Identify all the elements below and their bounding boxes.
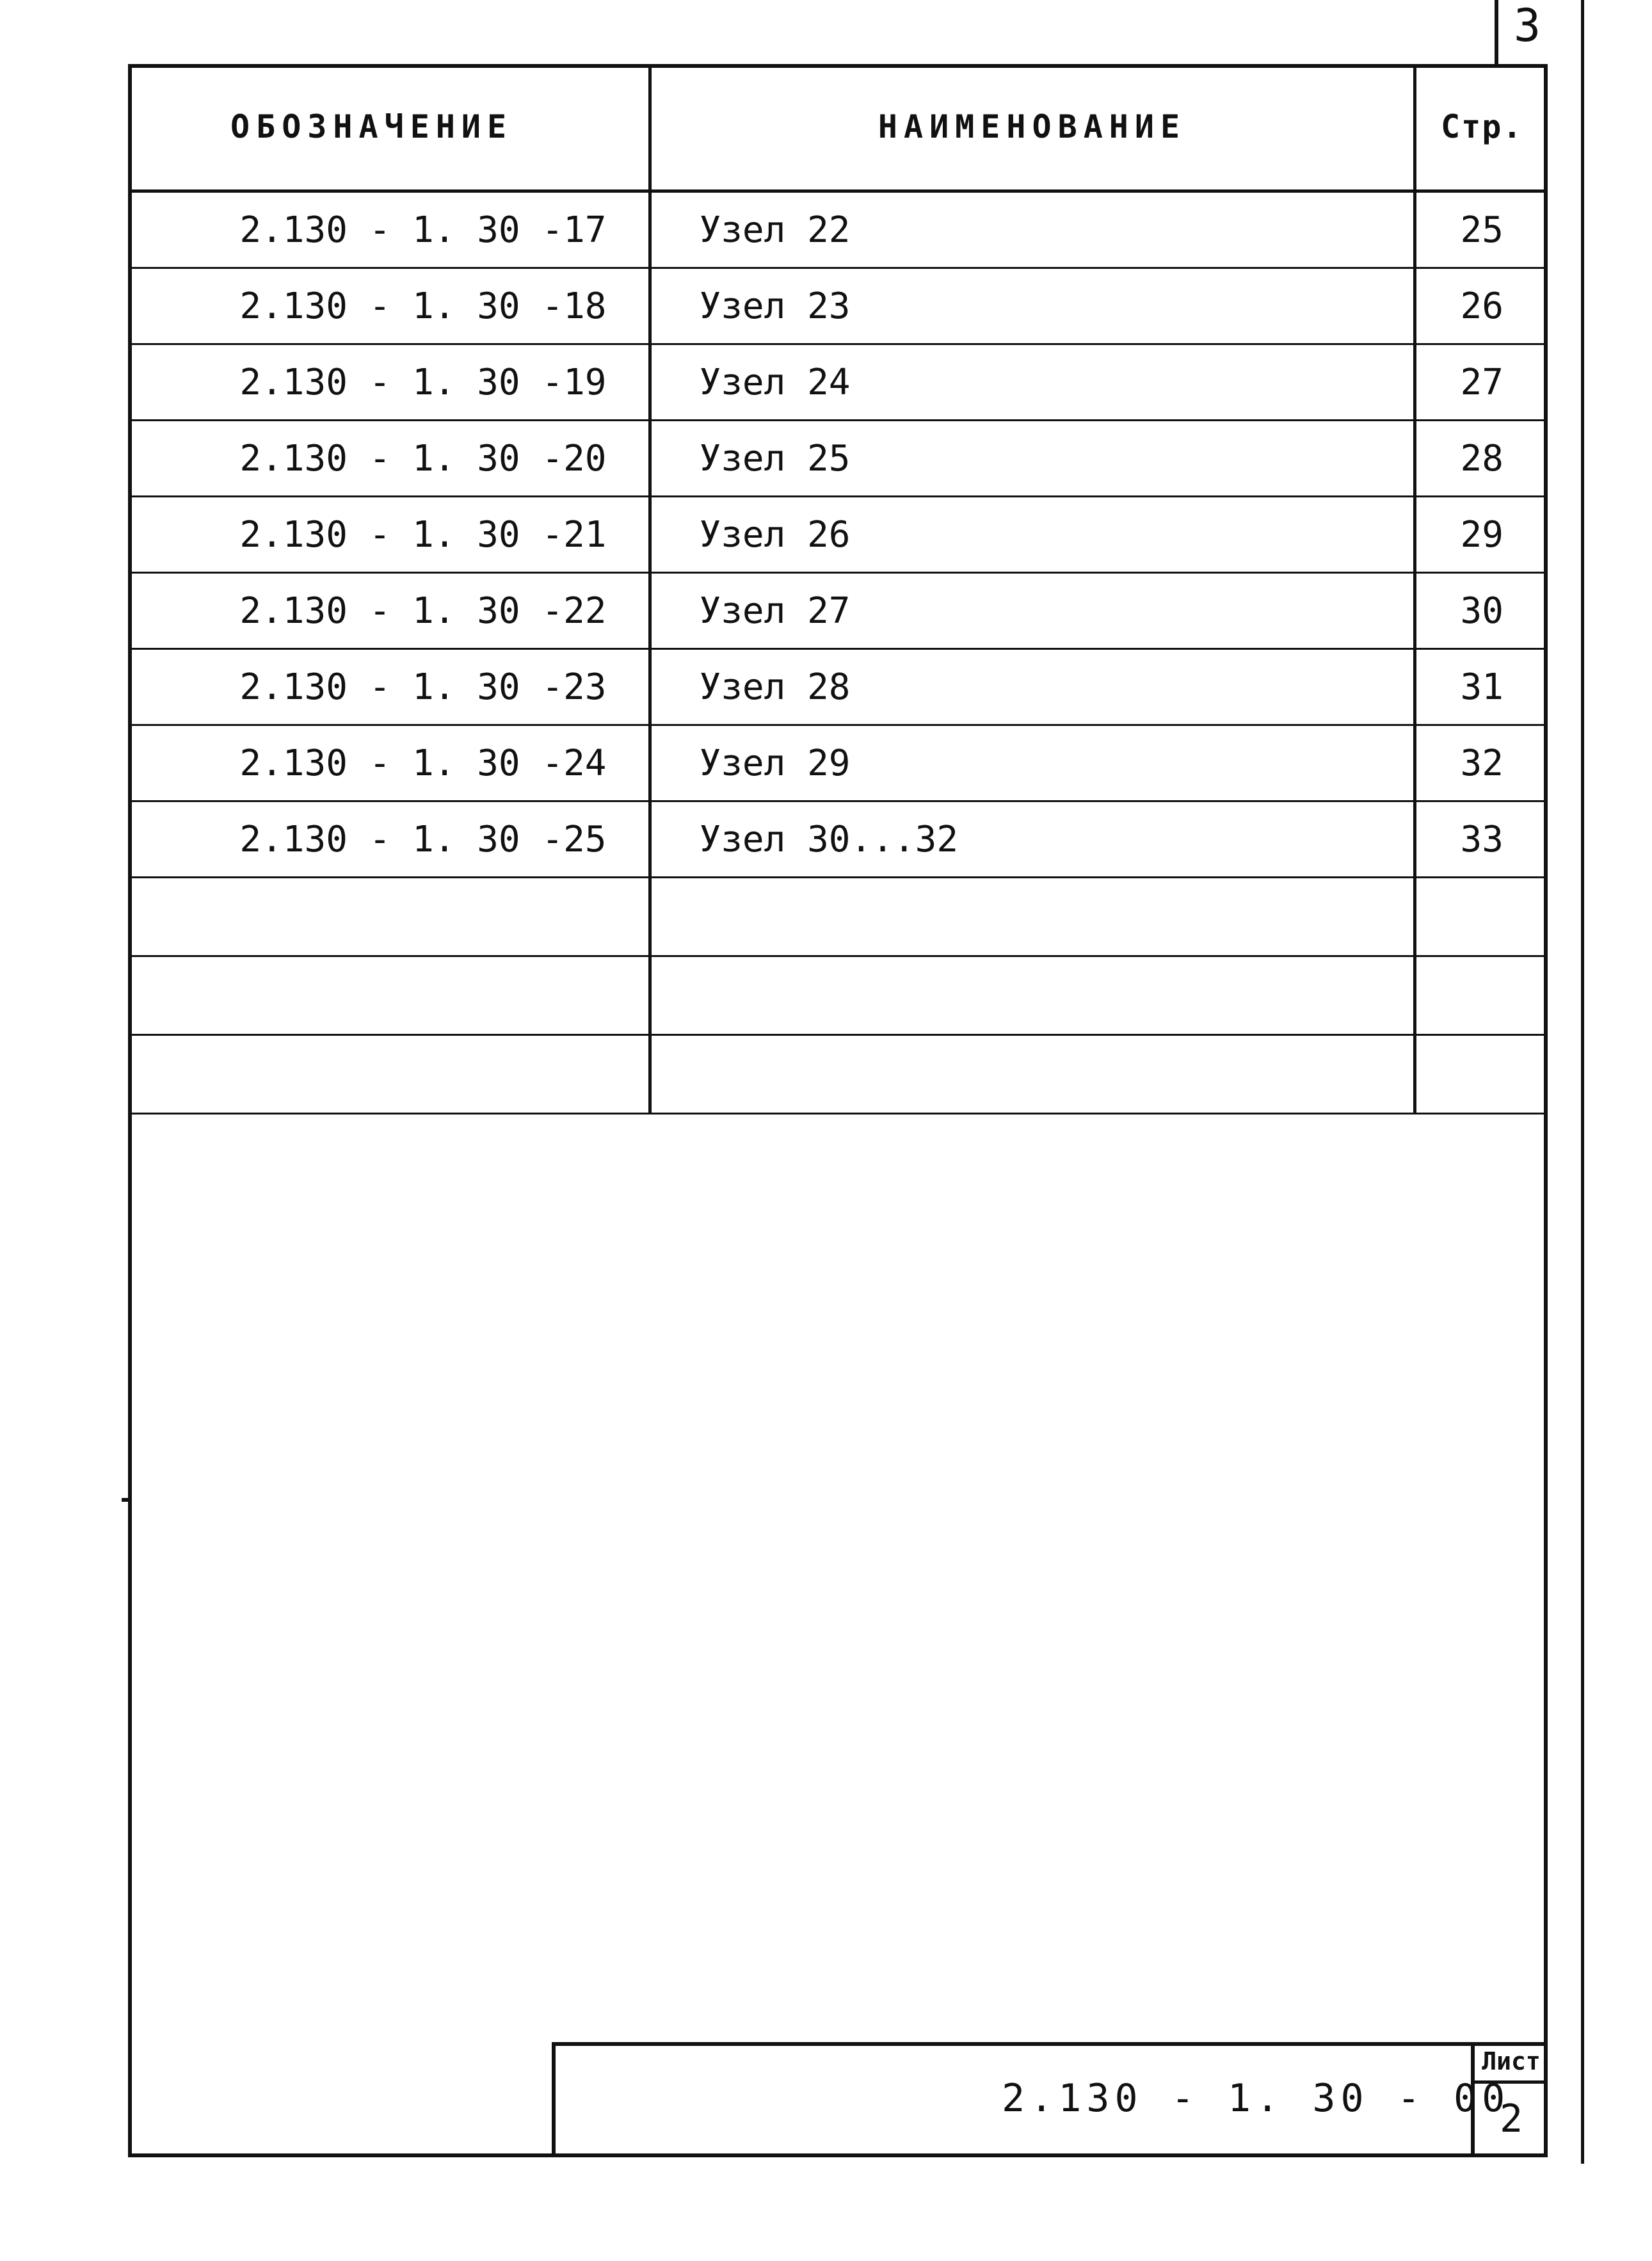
row-page: 31: [1415, 649, 1548, 725]
row-code: 2.130 - 1. 30 -19: [128, 344, 650, 421]
empty-row: [128, 956, 1548, 1035]
row-code: 2.130 - 1. 30 -24: [128, 725, 650, 801]
empty-cell: [1415, 956, 1548, 1035]
row-page: 26: [1415, 268, 1548, 344]
empty-row: [128, 878, 1548, 956]
empty-row: [128, 1035, 1548, 1114]
bottom-border: [128, 2153, 1548, 2157]
row-code: 2.130 - 1. 30 -23: [128, 649, 650, 725]
table-row: [128, 497, 1548, 573]
binding-tick: [122, 1498, 128, 1502]
row-page: 27: [1415, 344, 1548, 421]
empty-cell: [128, 878, 650, 956]
table-row: [128, 725, 1548, 801]
empty-cell: [650, 1035, 1415, 1114]
table-row: [128, 191, 1548, 268]
row-name: Узел 29: [650, 725, 1415, 801]
table-row: [128, 801, 1548, 878]
row-name: Узел 22: [650, 191, 1415, 268]
row-page: 28: [1415, 421, 1548, 497]
table-row: [128, 421, 1548, 497]
header-code: ОБОЗНАЧЕНИЕ: [128, 64, 650, 191]
contents-table: [128, 64, 1548, 1114]
row-code: 2.130 - 1. 30 -21: [128, 497, 650, 573]
sheet-value: 2: [1499, 2096, 1523, 2141]
row-page: 33: [1415, 801, 1548, 878]
table-row: [128, 344, 1548, 421]
empty-cell: [1415, 1035, 1548, 1114]
outer-right-border: [1581, 0, 1584, 2164]
empty-cell: [1415, 878, 1548, 956]
row-code: 2.130 - 1. 30 -20: [128, 421, 650, 497]
row-page: 25: [1415, 191, 1548, 268]
row-page: 30: [1415, 573, 1548, 649]
row-name: Узел 24: [650, 344, 1415, 421]
row-page: 29: [1415, 497, 1548, 573]
row-name: Узел 26: [650, 497, 1415, 573]
row-name: Узел 28: [650, 649, 1415, 725]
sheet-label: Лист: [1475, 2042, 1548, 2084]
empty-cell: [650, 878, 1415, 956]
row-page: 32: [1415, 725, 1548, 801]
row-name: Узел 25: [650, 421, 1415, 497]
row-code: 2.130 - 1. 30 -22: [128, 573, 650, 649]
row-code: 2.130 - 1. 30 -17: [128, 191, 650, 268]
empty-cell: [128, 956, 650, 1035]
row-name: Узел 23: [650, 268, 1415, 344]
row-code: 2.130 - 1. 30 -25: [128, 801, 650, 878]
sheet-cell: [1471, 2042, 1548, 2157]
table-header: [128, 64, 1548, 191]
empty-cell: [128, 1035, 650, 1114]
document-code: 2.130 - 1. 30 - 00: [1002, 2076, 1511, 2121]
row-code: 2.130 - 1. 30 -18: [128, 268, 650, 344]
row-name: Узел 30...32: [650, 801, 1415, 878]
table-row: [128, 268, 1548, 344]
table-row: [128, 649, 1548, 725]
header-name: НАИМЕНОВАНИЕ: [650, 64, 1415, 191]
table-row: [128, 573, 1548, 649]
sheet-number: 3: [1514, 0, 1541, 52]
header-page: Стр.: [1415, 64, 1548, 191]
empty-cell: [650, 956, 1415, 1035]
row-name: Узел 27: [650, 573, 1415, 649]
